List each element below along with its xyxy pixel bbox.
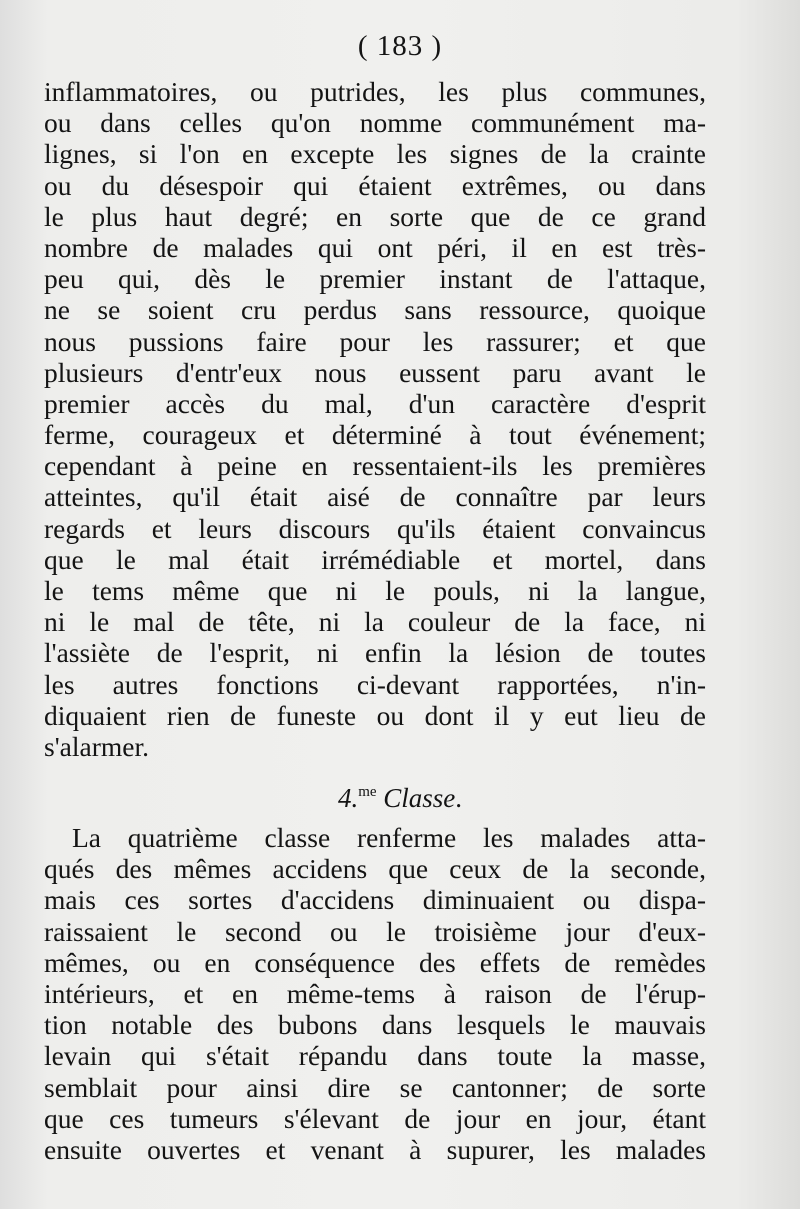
text-line: ferme, courageux et déterminé à tout événement; [44, 419, 706, 451]
text-line: ou dans celles qu'on nomme communément ma- [44, 107, 706, 139]
text-line: le tems même que ni le pouls, ni la langue, [44, 575, 706, 606]
section-ordinal-suffix: me [358, 784, 377, 800]
text-line: mais ces sortes d'accidens diminuaient ou dispa- [44, 884, 706, 916]
text-line: plusieurs d'entr'eux nous eussent paru avant le [44, 356, 706, 388]
text-line: La quatrième classe renferme les malades atta- [72, 822, 706, 853]
text-line: les autres fonctions ci-devant rapportées, n'in- [44, 668, 706, 700]
text-line: s'alarmer. [44, 730, 149, 762]
text-line: inflammatoires, ou putrides, les plus communes, [44, 76, 706, 107]
section-number: 4. [337, 783, 359, 813]
text-line: peu qui, dès le premier instant de l'attaque, [44, 263, 706, 295]
text-line: cependant à peine en ressentaient-ils les premières [44, 450, 706, 482]
text-line: mêmes, ou en conséquence des effets de remèdes [44, 946, 706, 978]
text-line: atteintes, qu'il était aisé de connaître par leurs [44, 481, 706, 513]
text-line: l'assiète de l'esprit, ni enfin la lésion de toutes [44, 637, 706, 669]
text-line: nombre de malades qui ont péri, il en est très- [44, 231, 706, 263]
text-line: que ces tumeurs s'élevant de jour en jour, étant [44, 1102, 706, 1134]
text-line: ensuite ouvertes et venant à supurer, les malades [44, 1133, 706, 1165]
section-heading [0, 776, 800, 814]
text-line: diquaient rien de funeste ou dont il y eut lieu de [44, 699, 706, 731]
text-line: que le mal était irrémédiable et mortel, dans [44, 543, 706, 575]
page-number: ( 183 ) [357, 30, 443, 62]
text-line: ni le mal de tête, ni la couleur de la face, ni [44, 606, 706, 638]
paragraph-2 [44, 822, 706, 1165]
text-line: premier accès du mal, d'un caractère d'esprit [44, 387, 706, 419]
text-line: intérieurs, et en même-tems à raison de l'érup- [44, 977, 706, 1009]
text-line: qués des mêmes accidens que ceux de la seconde, [44, 853, 706, 885]
text-line: regards et leurs discours qu'ils étaient convaincus [44, 512, 706, 544]
text-line: lignes, si l'on en excepte les signes de la crainte [44, 138, 706, 170]
text-line: tion notable des bubons dans lesquels le mauvais [44, 1009, 706, 1041]
text-line: nous pussions faire pour les rassurer; et que [44, 325, 706, 357]
text-line: ne se soient cru perdus sans ressource, quoique [44, 294, 706, 326]
text-line: ou du désespoir qui étaient extrêmes, ou dans [44, 169, 706, 201]
paragraph-1 [44, 76, 706, 762]
text-line: raissaient le second ou le troisième jour d'eux- [44, 915, 706, 947]
text-line: le plus haut degré; en sorte que de ce grand [44, 200, 706, 232]
text-line: levain qui s'était répandu dans toute la masse, [44, 1040, 706, 1072]
section-title-period: . [455, 783, 463, 813]
text-line: semblait pour ainsi dire se cantonner; de sorte [44, 1071, 706, 1103]
section-title: Classe [383, 783, 456, 813]
